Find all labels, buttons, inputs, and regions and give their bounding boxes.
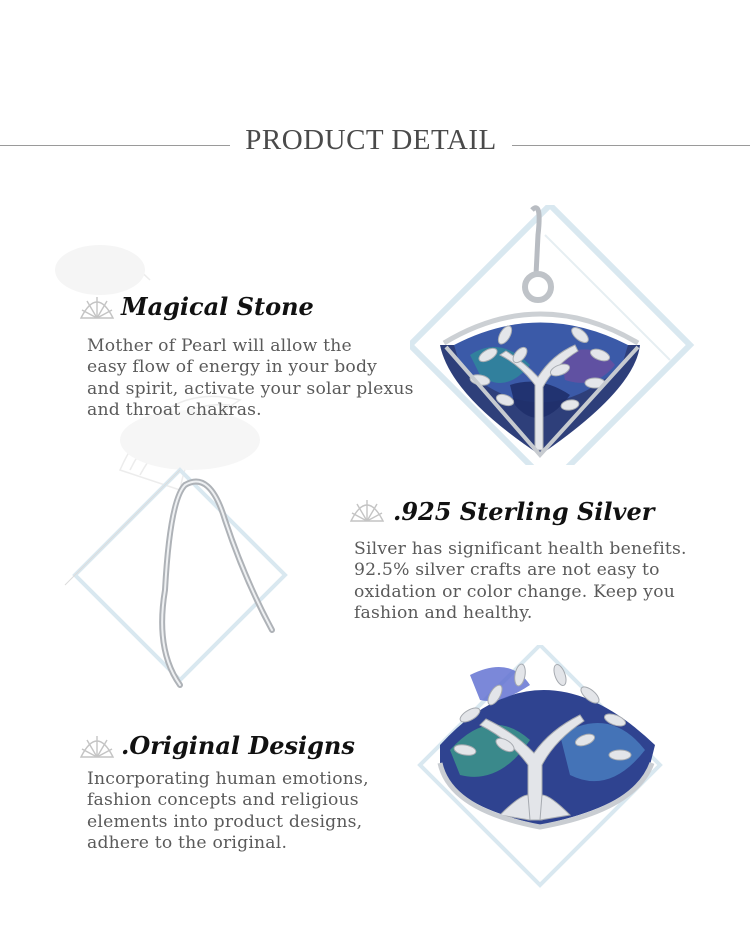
feature-line: easy flow of energy in your body <box>87 357 378 378</box>
feature-line: Incorporating human emotions, <box>87 769 369 789</box>
shell-icon <box>78 292 116 322</box>
shell-icon <box>348 495 386 525</box>
pendant-image-bottom <box>410 645 700 895</box>
header-rule-right <box>512 145 750 146</box>
page-title: PRODUCT DETAIL <box>245 124 497 156</box>
feature-line: elements into product designs, <box>87 811 363 832</box>
feature-line: oxidation or color change. Keep you <box>354 581 676 602</box>
feature-description-sterling-silver <box>354 539 687 624</box>
feature-description-original-designs <box>87 769 369 854</box>
feature-line: fashion concepts and religious <box>87 790 359 811</box>
feature-title-magical-stone: Magical Stone <box>121 292 314 321</box>
pendant-image-top <box>410 205 700 465</box>
shell-icon <box>78 731 116 761</box>
feature-line: 92.5% silver crafts are not easy to <box>354 560 660 581</box>
feature-line: and throat chakras. <box>87 399 262 420</box>
feature-line: Silver has significant health benefits. <box>354 539 687 559</box>
feature-line: and spirit, activate your solar plexus <box>87 378 414 399</box>
feature-line: adhere to the original. <box>87 832 288 853</box>
feature-description-magical-stone <box>87 336 414 421</box>
feature-title-sterling-silver: .925 Sterling Silver <box>393 497 655 526</box>
feature-line: fashion and healthy. <box>354 602 533 623</box>
feature-line: Mother of Pearl will allow the <box>87 336 352 356</box>
ear-hook-image <box>60 460 350 700</box>
header-rule-left <box>0 145 230 146</box>
feature-title-original-designs: .Original Designs <box>121 731 355 760</box>
